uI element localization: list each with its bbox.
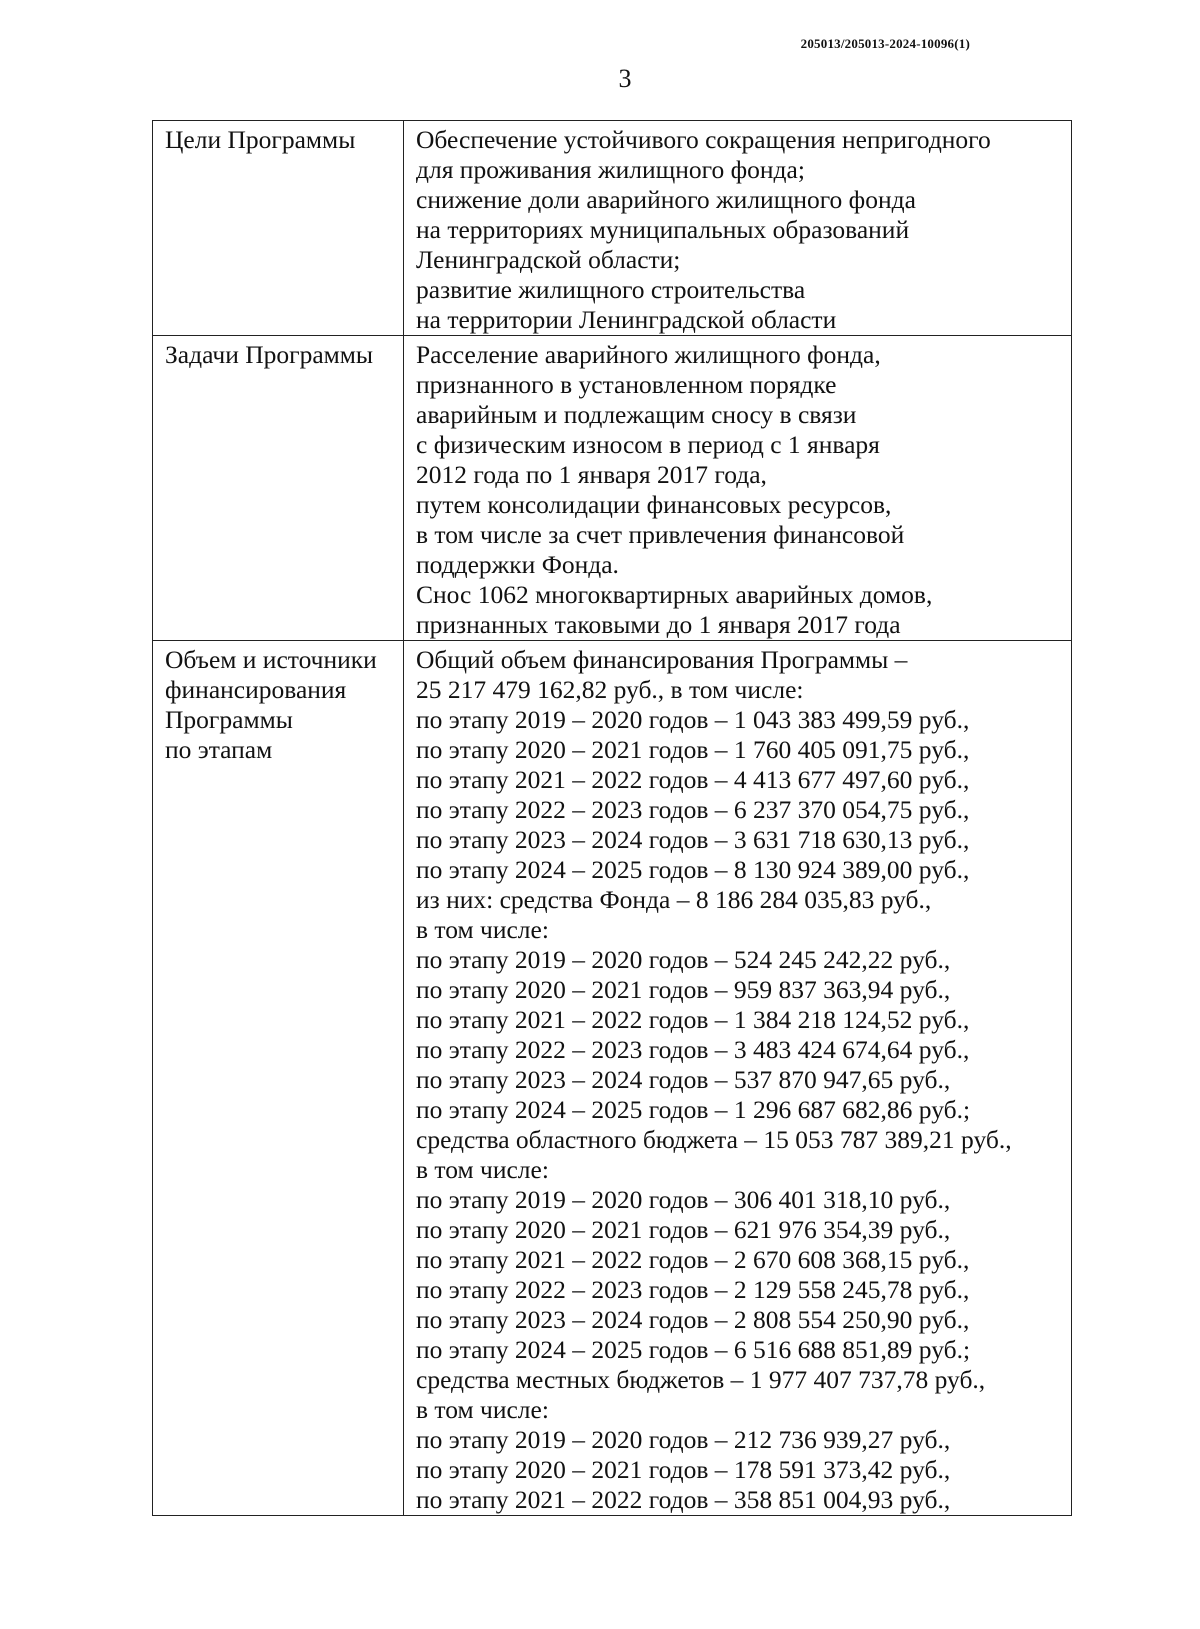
row-value-line: средства местных бюджетов – 1 977 407 737,78 руб., <box>416 1365 986 1394</box>
row-value-line: с физическим износом в период с 1 января <box>416 430 880 459</box>
row-value-line: по этапу 2021 – 2022 годов – 358 851 004,93 руб., <box>416 1485 951 1514</box>
row-label-line: Задачи Программы <box>165 340 374 369</box>
row-value-line: Расселение аварийного жилищного фонда, <box>416 340 881 369</box>
row-value-cell <box>404 121 1072 336</box>
row-value-line: в том числе: <box>416 1395 549 1424</box>
row-value-line: по этапу 2023 – 2024 годов – 3 631 718 630,13 руб., <box>416 825 970 854</box>
table-row-financing <box>153 641 1072 1516</box>
row-value-line: по этапу 2019 – 2020 годов – 306 401 318,10 руб., <box>416 1185 951 1214</box>
row-value-line: на территории Ленинградской области <box>416 305 837 334</box>
row-value-line: на территориях муниципальных образований <box>416 215 910 244</box>
row-value-line: по этапу 2023 – 2024 годов – 2 808 554 250,90 руб., <box>416 1305 970 1334</box>
row-value-line: по этапу 2021 – 2022 годов – 4 413 677 497,60 руб., <box>416 765 970 794</box>
page-number: 3 <box>618 64 632 93</box>
row-value-line: Общий объем финансирования Программы – <box>416 645 908 674</box>
row-value-line: признанных таковыми до 1 января 2017 года <box>416 610 901 639</box>
row-value-line: средства областного бюджета – 15 053 787 389,21 руб., <box>416 1125 1012 1154</box>
row-value-line: для проживания жилищного фонда; <box>416 155 805 184</box>
row-value-line: по этапу 2020 – 2021 годов – 621 976 354,39 руб., <box>416 1215 951 1244</box>
row-value-line: Снос 1062 многоквартирных аварийных домов, <box>416 580 933 609</box>
row-value-line: Обеспечение устойчивого сокращения непригодного <box>416 125 991 154</box>
row-label-line: Цели Программы <box>165 125 356 154</box>
row-value-line: развитие жилищного строительства <box>416 275 806 304</box>
row-value-line: по этапу 2019 – 2020 годов – 524 245 242,22 руб., <box>416 945 951 974</box>
row-label-line: финансирования <box>165 675 347 704</box>
row-value-line: Ленинградской области; <box>416 245 681 274</box>
row-value-line: в том числе за счет привлечения финансовой <box>416 520 905 549</box>
program-passport-table <box>152 120 1072 1516</box>
row-value-line: в том числе: <box>416 915 549 944</box>
row-value-line: по этапу 2021 – 2022 годов – 1 384 218 124,52 руб., <box>416 1005 970 1034</box>
table-row-tasks <box>153 336 1072 641</box>
row-label-line: по этапам <box>165 735 273 764</box>
row-value-line: признанного в установленном порядке <box>416 370 837 399</box>
row-label-line: Объем и источники <box>165 645 377 674</box>
row-value-line: по этапу 2024 – 2025 годов – 6 516 688 851,89 руб.; <box>416 1335 971 1364</box>
row-label-cell <box>153 336 404 641</box>
row-value-line: по этапу 2020 – 2021 годов – 959 837 363,94 руб., <box>416 975 951 1004</box>
row-value-line: поддержки Фонда. <box>416 550 619 579</box>
row-value-cell <box>404 641 1072 1516</box>
row-label-line: Программы <box>165 705 293 734</box>
row-value-line: по этапу 2022 – 2023 годов – 6 237 370 054,75 руб., <box>416 795 970 824</box>
row-value-line: по этапу 2020 – 2021 годов – 1 760 405 091,75 руб., <box>416 735 970 764</box>
row-label-cell <box>153 641 404 1516</box>
row-value-line: из них: средства Фонда – 8 186 284 035,83 руб., <box>416 885 932 914</box>
document-id: 205013/205013-2024-10096(1) <box>800 36 970 51</box>
row-value-line: 25 217 479 162,82 руб., в том числе: <box>416 675 804 704</box>
row-value-line: по этапу 2021 – 2022 годов – 2 670 608 368,15 руб., <box>416 1245 970 1274</box>
row-value-line: по этапу 2020 – 2021 годов – 178 591 373,42 руб., <box>416 1455 951 1484</box>
row-value-line: по этапу 2024 – 2025 годов – 1 296 687 682,86 руб.; <box>416 1095 971 1124</box>
table-row-goals <box>153 121 1072 336</box>
row-value-line: аварийным и подлежащим сносу в связи <box>416 400 857 429</box>
row-value-line: 2012 года по 1 января 2017 года, <box>416 460 767 489</box>
row-value-line: по этапу 2019 – 2020 годов – 212 736 939,27 руб., <box>416 1425 951 1454</box>
row-label-cell <box>153 121 404 336</box>
row-value-line: по этапу 2024 – 2025 годов – 8 130 924 389,00 руб., <box>416 855 970 884</box>
row-value-line: в том числе: <box>416 1155 549 1184</box>
row-value-line: путем консолидации финансовых ресурсов, <box>416 490 892 519</box>
row-value-line: по этапу 2022 – 2023 годов – 2 129 558 245,78 руб., <box>416 1275 970 1304</box>
row-value-cell <box>404 336 1072 641</box>
row-value-line: по этапу 2022 – 2023 годов – 3 483 424 674,64 руб., <box>416 1035 970 1064</box>
row-value-line: по этапу 2019 – 2020 годов – 1 043 383 499,59 руб., <box>416 705 970 734</box>
row-value-line: по этапу 2023 – 2024 годов – 537 870 947,65 руб., <box>416 1065 951 1094</box>
row-value-line: снижение доли аварийного жилищного фонда <box>416 185 916 214</box>
table-body <box>153 121 1072 1516</box>
